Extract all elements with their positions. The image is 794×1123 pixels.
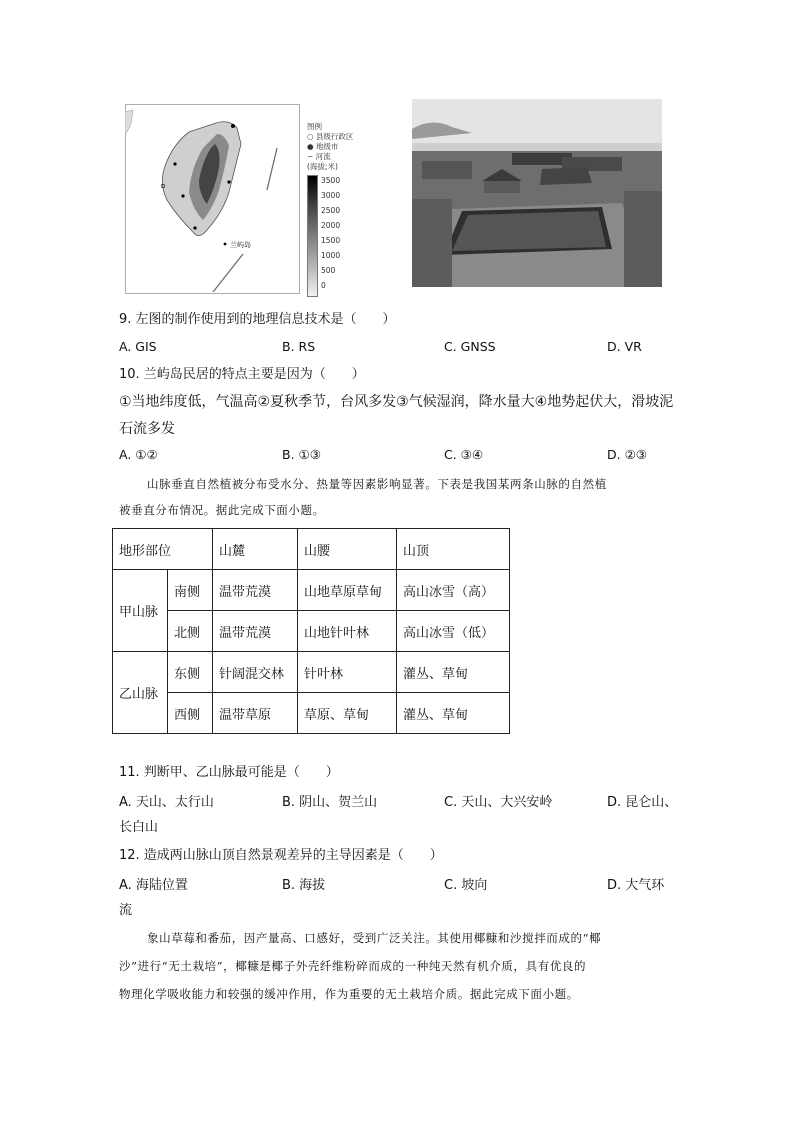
legend-elev-title: (海拔;米) [307,162,338,171]
q10-option-d[interactable]: D. ②③ [607,447,647,462]
table-cell: 山地针叶林 [298,611,397,652]
q10-statements-line1: ①当地纬度低，气温高②夏秋季节，台风多发③气候湿润，降水量大④地势起伏大，滑坡泥 [119,394,674,410]
q9-option-b[interactable]: B. RS [282,339,316,354]
elev-tick: 500 [321,266,336,275]
table-cell: 高山冰雪（高） [397,570,510,611]
mountain-name-cell: 乙山脉 [113,652,168,734]
q10-option-b[interactable]: B. ①③ [282,447,321,462]
legend-item: ∽ 河流 [307,152,331,161]
map-legend [307,122,353,295]
q12-option-b[interactable]: B. 海拔 [282,878,326,893]
table-row [113,611,510,652]
q9-option-c[interactable]: C. GNSS [444,339,496,354]
table-row [113,693,510,734]
elev-tick: 2000 [321,221,341,230]
table-cell: 温带草原 [213,693,298,734]
q10-option-c[interactable]: C. ③④ [444,447,484,462]
q11-option-d-wrap: 长白山 [119,820,159,835]
table-row [113,570,510,611]
table-header-cell: 地形部位 [113,529,213,570]
q10-option-a[interactable]: A. ①② [119,447,158,462]
q9-stem: 9. 左图的制作使用到的地理信息技术是（ ） [119,312,396,327]
lanyu-dwellings-photo [412,99,662,287]
q12-options [119,874,679,894]
q10-options [119,447,679,467]
q10-statements-line2: 石流多发 [119,421,175,437]
q11-option-a[interactable]: A. 天山、太行山 [119,795,214,810]
table-cell: 北侧 [168,611,213,652]
taiwan-elevation-map [125,104,300,294]
table-cell: 灌丛、草甸 [397,693,510,734]
q9-option-a[interactable]: A. GIS [119,339,157,354]
table-header-row [113,529,510,570]
q10-stem: 10. 兰屿岛民居的特点主要是因为（ ） [119,367,365,382]
legend-title: 图例 [307,122,322,131]
passage1-line2: 被垂直分布情况。据此完成下面小题。 [119,503,325,517]
elev-tick: 3500 [321,176,341,185]
legend-city-label: 地级市 [315,142,339,151]
table-cell: 针叶林 [298,652,397,693]
elev-tick: 1000 [321,251,341,260]
vegetation-table [112,528,510,734]
table-cell: 高山冰雪（低） [397,611,510,652]
legend-river-label: 河流 [315,152,331,161]
table-header-cell: 山腰 [298,529,397,570]
legend-county-label: 县级行政区 [315,132,354,141]
q12-stem: 12. 造成两山脉山顶自然景观差异的主导因素是（ ） [119,848,443,863]
q12-option-a[interactable]: A. 海陆位置 [119,878,188,893]
passage2-line1: 象山草莓和番茄，因产量高、口感好，受到广泛关注。其使用椰糠和沙搅拌而成的“椰 [147,931,602,945]
q9-options [119,339,679,359]
table-header-cell: 山麓 [213,529,298,570]
passage2-line2: 沙”进行“无土栽培”，椰糠是椰子外壳纤维粉碎而成的一种纯天然有机介质，具有优良的 [119,959,587,973]
island-label: 兰屿岛 [230,241,251,249]
q9-option-d[interactable]: D. VR [607,339,642,354]
elev-tick: 2500 [321,206,341,215]
q11-option-c[interactable]: C. 天山、大兴安岭 [444,795,553,810]
table-row [113,652,510,693]
elev-tick: 0 [321,281,326,290]
q12-option-d-wrap: 流 [119,903,133,918]
table-cell: 草原、草甸 [298,693,397,734]
map-drawing [125,104,300,294]
table-cell: 温带荒漠 [213,611,298,652]
photo-drawing [412,99,662,287]
elev-tick: 1500 [321,236,341,245]
legend-item: ● 地级市 [307,142,339,151]
mountain-name-cell: 甲山脉 [113,570,168,652]
q12-option-c[interactable]: C. 坡向 [444,878,488,893]
table-cell: 东侧 [168,652,213,693]
q11-option-b[interactable]: B. 阴山、贺兰山 [282,795,378,810]
q11-options [119,791,679,811]
q11-option-d[interactable]: D. 昆仑山、 [607,795,678,810]
elev-tick: 3000 [321,191,341,200]
passage2-line3: 物理化学吸收能力和较强的缓冲作用，作为重要的无土栽培介质。据此完成下面小题。 [119,987,579,1001]
legend-item: ○ 县级行政区 [307,132,354,141]
table-header-cell: 山顶 [397,529,510,570]
table-cell: 温带荒漠 [213,570,298,611]
table-cell: 山地草原草甸 [298,570,397,611]
table-cell: 针阔混交林 [213,652,298,693]
table-cell: 南侧 [168,570,213,611]
q11-stem: 11. 判断甲、乙山脉最可能是（ ） [119,765,339,780]
table-cell: 西侧 [168,693,213,734]
elevation-ramp [307,175,318,297]
table-cell: 灌丛、草甸 [397,652,510,693]
passage1-line1: 山脉垂直自然植被分布受水分、热量等因素影响显著。下表是我国某两条山脉的自然植 [147,477,607,491]
q12-option-d[interactable]: D. 大气环 [607,878,665,893]
